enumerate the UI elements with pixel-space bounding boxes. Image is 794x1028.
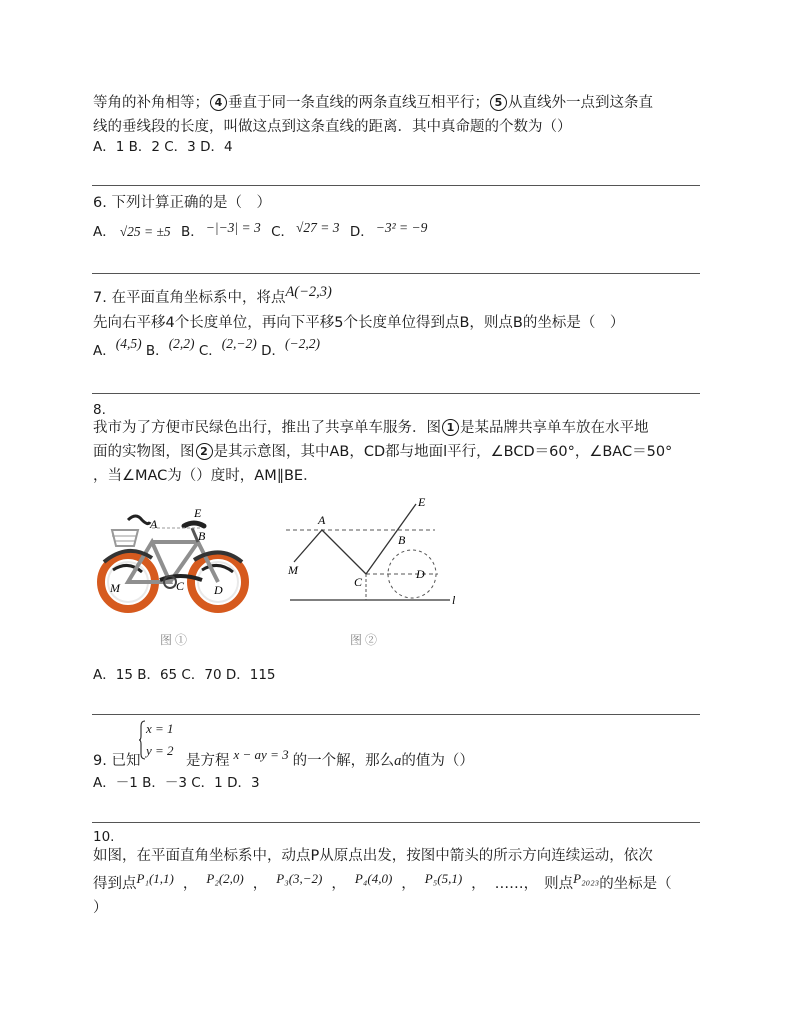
q10-sep: ，	[331, 876, 346, 892]
q6-c-math: √27 = 3	[296, 220, 340, 235]
divider	[92, 393, 700, 394]
q10-then: 则点	[544, 876, 574, 892]
q5-text-b: 垂直于同一条直线的两条直线互相平行；	[228, 95, 489, 111]
q10-p5: P₅(5,1)	[424, 871, 463, 886]
q10-sep: ，	[182, 876, 198, 892]
q7-b: (2,2)	[168, 336, 195, 351]
q6-c-label: C．	[271, 224, 294, 240]
q5-text-a: 等角的补角相等；	[93, 95, 209, 111]
bike-label-a: A	[150, 517, 158, 531]
q10-text-a: 得到点	[93, 876, 137, 892]
divider	[92, 273, 700, 274]
q10-p2: P₂(2,0)	[206, 871, 244, 886]
q5-options: A．1 B．2 C．3 D．4	[93, 139, 233, 155]
q9-equation: x − ay = 3	[233, 747, 289, 762]
q6-a-label: A．	[93, 224, 116, 240]
circled-5: 5	[490, 94, 507, 111]
q6-b-math: −|−3| = 3	[205, 220, 261, 235]
q10-p4: P₄(4,0)	[354, 871, 393, 886]
q6-d-label: D．	[349, 224, 374, 240]
bike-label-d: D	[214, 583, 223, 597]
schematic-figure	[280, 494, 470, 650]
q8-line2	[93, 442, 672, 462]
q7-line2: 先向右平移4个长度单位，再向下平移5个长度单位得到点B，则点B的坐标是（ ）	[93, 315, 625, 331]
divider	[92, 822, 700, 823]
q5-line1	[93, 93, 653, 113]
q9-var-a: a	[394, 753, 402, 769]
q10-line2	[93, 871, 672, 894]
q10-sep: ，	[471, 876, 486, 892]
label-c: C	[354, 575, 363, 589]
q7-b-label: B．	[145, 343, 169, 359]
label-m: M	[288, 563, 298, 577]
q8-options: A．15 B．65 C．70 D．115	[93, 667, 276, 683]
q5-line2: 线的垂线段的长度，叫做这点到这条直线的距离．其中真命题的个数为（）	[93, 119, 572, 135]
q7-point: A(−2,3)	[285, 284, 332, 300]
q6-stem: 6. 下列计算正确的是（ ）	[93, 195, 271, 211]
q9-options: A．－1 B．－3 C．1 D．3	[93, 775, 260, 791]
label-d: D	[416, 567, 425, 581]
divider	[92, 185, 700, 186]
q9-post-a: 的一个解，那么	[292, 753, 395, 769]
bike-label-c: C	[176, 579, 185, 593]
q10-sep: ，	[401, 876, 416, 892]
label-e: E	[418, 495, 426, 509]
q8-text-c: 面的实物图，图	[93, 444, 195, 460]
q10-dots: ……，	[494, 876, 539, 892]
q10-tail: 的坐标是（	[599, 876, 672, 892]
q8-text-b: 是某品牌共享单车放在水平地	[460, 420, 649, 436]
q7-options	[93, 336, 320, 361]
q8-line1	[93, 418, 649, 438]
q10-p3: P₃(3,−2)	[276, 871, 323, 886]
label-b: B	[398, 533, 406, 547]
q5-text-c: 从直线外一点到这条直	[508, 95, 653, 111]
q7-a-label: A．	[93, 343, 116, 359]
label-a: A	[318, 513, 326, 527]
q8-number: 8.	[93, 402, 106, 418]
q7-d-label: D．	[261, 343, 285, 359]
q9-mid: 是方程	[186, 753, 230, 769]
q10-number: 10.	[93, 829, 115, 845]
q7-a: (4,5)	[115, 336, 142, 351]
q7-d: (−2,2)	[284, 336, 320, 351]
q7-stem: 7. 在平面直角坐标系中，将点	[93, 290, 286, 306]
q10-sep: ，	[252, 876, 268, 892]
q8-text-a: 我市为了方便市民绿色出行，推出了共享单车服务．图	[93, 420, 441, 436]
bike-label-m: M	[110, 581, 120, 595]
q9-stem-pre: 9. 已知	[93, 753, 141, 769]
figure-2-caption: 图 ②	[350, 633, 378, 647]
q6-b-label: B．	[180, 224, 204, 240]
q10-p2023: P₂₀₂₃	[573, 871, 600, 886]
q6-a-math: √25 = ±5	[119, 224, 171, 239]
q10-line1: 如图，在平面直角坐标系中，动点P从原点出发，按图中箭头的所示方向连续运动，依次	[93, 848, 653, 864]
q9-line	[186, 747, 474, 771]
q7-line1	[93, 284, 332, 308]
figure-1-caption: 图 ①	[160, 633, 188, 647]
q6-d-math: −3² = −9	[375, 220, 428, 235]
q8-text-d: 是其示意图，其中AB，CD都与地面l平行，∠BCD＝60°，∠BAC＝50°	[213, 444, 673, 460]
q9-system-y: y = 2	[146, 743, 174, 758]
divider	[92, 714, 700, 715]
bike-label-e: E	[194, 506, 202, 520]
circled-1: 1	[442, 419, 459, 436]
q8-line3: ，当∠MAC为（）度时，AM∥BE．	[93, 468, 318, 484]
circled-4: 4	[210, 94, 227, 111]
q10-p1: P₁(1,1)	[136, 871, 174, 886]
bike-label-b: B	[198, 529, 206, 543]
label-l: l	[452, 593, 456, 607]
q7-c: (2,−2)	[221, 336, 257, 351]
q6-options	[93, 222, 427, 242]
bicycle-photo	[90, 500, 260, 650]
q9-system-x: x = 1	[146, 721, 174, 736]
circled-2: 2	[196, 443, 213, 460]
q10-close: ）	[93, 900, 108, 916]
q9-post-b: 的值为（）	[401, 753, 474, 769]
q7-c-label: C．	[198, 343, 222, 359]
